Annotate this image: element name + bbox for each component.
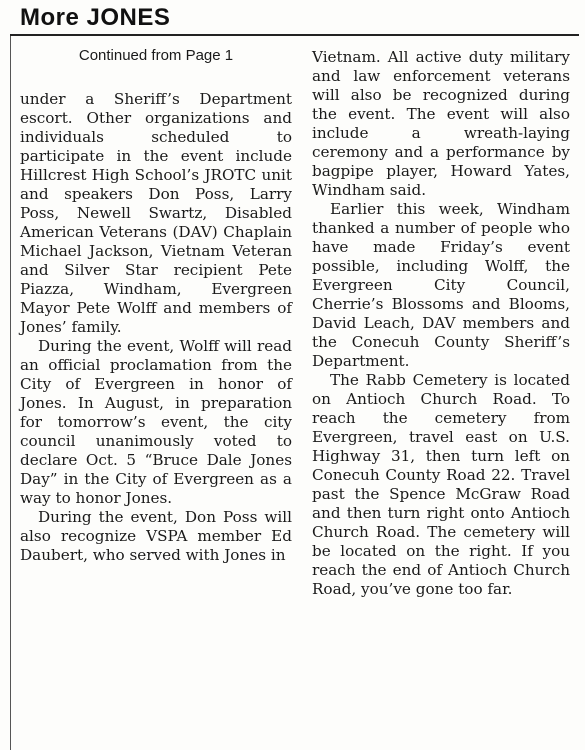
headline-rule <box>10 34 579 36</box>
article-column-left <box>20 40 292 565</box>
paragraph: The Rabb Cemetery is located on Antioch Church Road. To reach the cemetery from Evergreen, travel east on U.S. Highway 31, then turn left on Conecuh County Road 22. Travel past the Spence McGraw Road and then turn right onto Antioch Church Road. The cemetery will be located on the right. If you reach the end of Antioch Church Road, you’ve gone too far. <box>312 371 570 598</box>
paragraph: During the event, Wolff will read an official proclamation from the City of Evergreen in honor of Jones. In August, in preparation for tomorrow’s event, the city council unanimously voted to declare Oct. 5 “Bruce Dale Jones Day” in the City of Evergreen as a way to honor Jones. <box>20 337 292 507</box>
paragraph: under a Sheriff’s Department escort. Other organizations and individuals scheduled to participate in the event include Hillcrest High School’s JROTC unit and speakers Don Poss, Larry Poss, Newell Swartz, Disabled American Veterans (DAV) Chaplain Michael Jackson, Vietnam Veteran and Silver Star recipient Pete Piazza, Windham, Evergreen Mayor Pete Wolff and members of Jones’ family. <box>20 90 292 336</box>
left-margin-rule <box>10 36 11 750</box>
headline: More JONES <box>20 4 171 31</box>
paragraph: During the event, Don Poss will also recognize VSPA member Ed Daubert, who served with Jones in <box>20 508 292 564</box>
paragraph: Earlier this week, Windham thanked a number of people who have made Friday’s event possible, including Wolff, the Evergreen City Council, Cherrie’s Blossoms and Blooms, David Leach, DAV members and the Conecuh County Sheriff’s Department. <box>312 200 570 370</box>
article-column-right <box>312 48 570 599</box>
continued-from-label: Continued from Page 1 <box>78 47 234 64</box>
paragraph: Vietnam. All active duty military and law enforcement veterans will also be recognized during the event. The event will also include a wreath-laying ceremony and a performance by bagpipe player, Howard Yates, Windham said. <box>312 48 570 199</box>
